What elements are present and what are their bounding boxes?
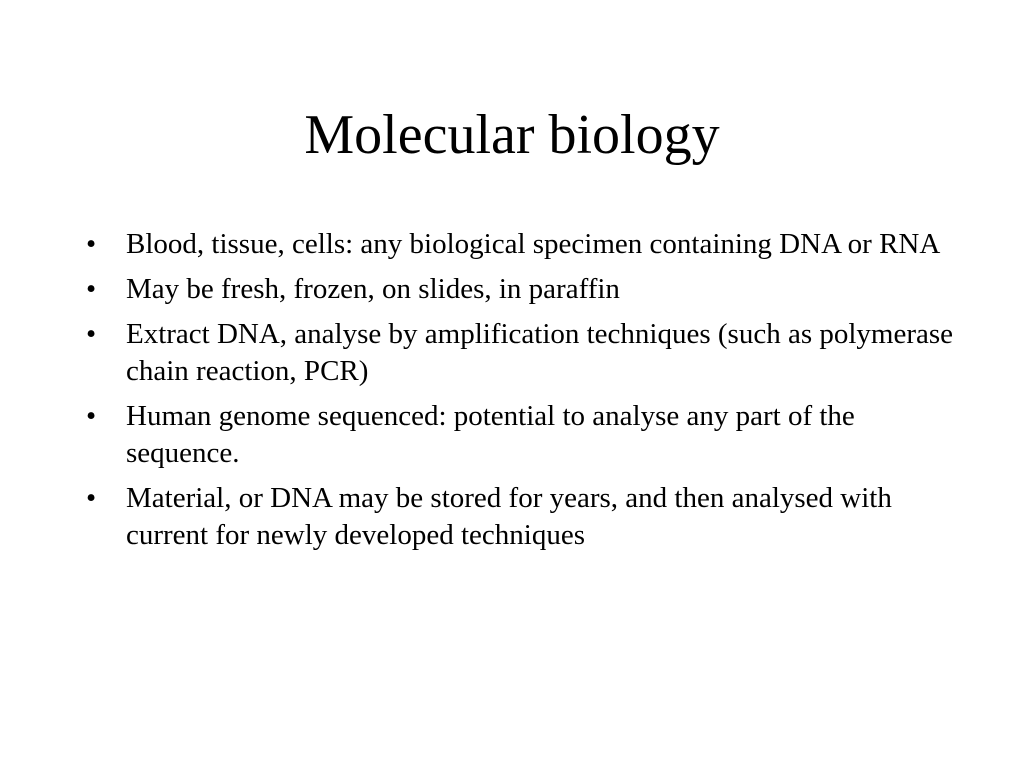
bullet-text: Material, or DNA may be stored for years, and then analysed with current for newly developed techniques <box>126 482 892 551</box>
bullet-item <box>86 316 956 390</box>
bullet-text: Blood, tissue, cells: any biological specimen containing DNA or RNA <box>126 228 941 260</box>
bullet-point-icon: • <box>86 273 97 305</box>
bullet-list <box>86 226 956 562</box>
slide-title: Molecular biology <box>304 104 720 166</box>
bullet-point-icon: • <box>86 400 97 432</box>
bullet-point-icon: • <box>86 318 97 350</box>
bullet-point-icon: • <box>86 228 97 260</box>
bullet-item <box>86 226 956 263</box>
bullet-item <box>86 271 956 308</box>
bullet-text: Extract DNA, analyse by amplification techniques (such as polymerase chain reaction, PCR) <box>126 318 954 387</box>
bullet-point-icon: • <box>86 482 97 514</box>
bullet-text: Human genome sequenced: potential to analyse any part of the sequence. <box>126 400 855 469</box>
bullet-text: May be fresh, frozen, on slides, in paraffin <box>126 273 620 305</box>
bullet-item <box>86 398 956 472</box>
bullet-item <box>86 480 956 554</box>
